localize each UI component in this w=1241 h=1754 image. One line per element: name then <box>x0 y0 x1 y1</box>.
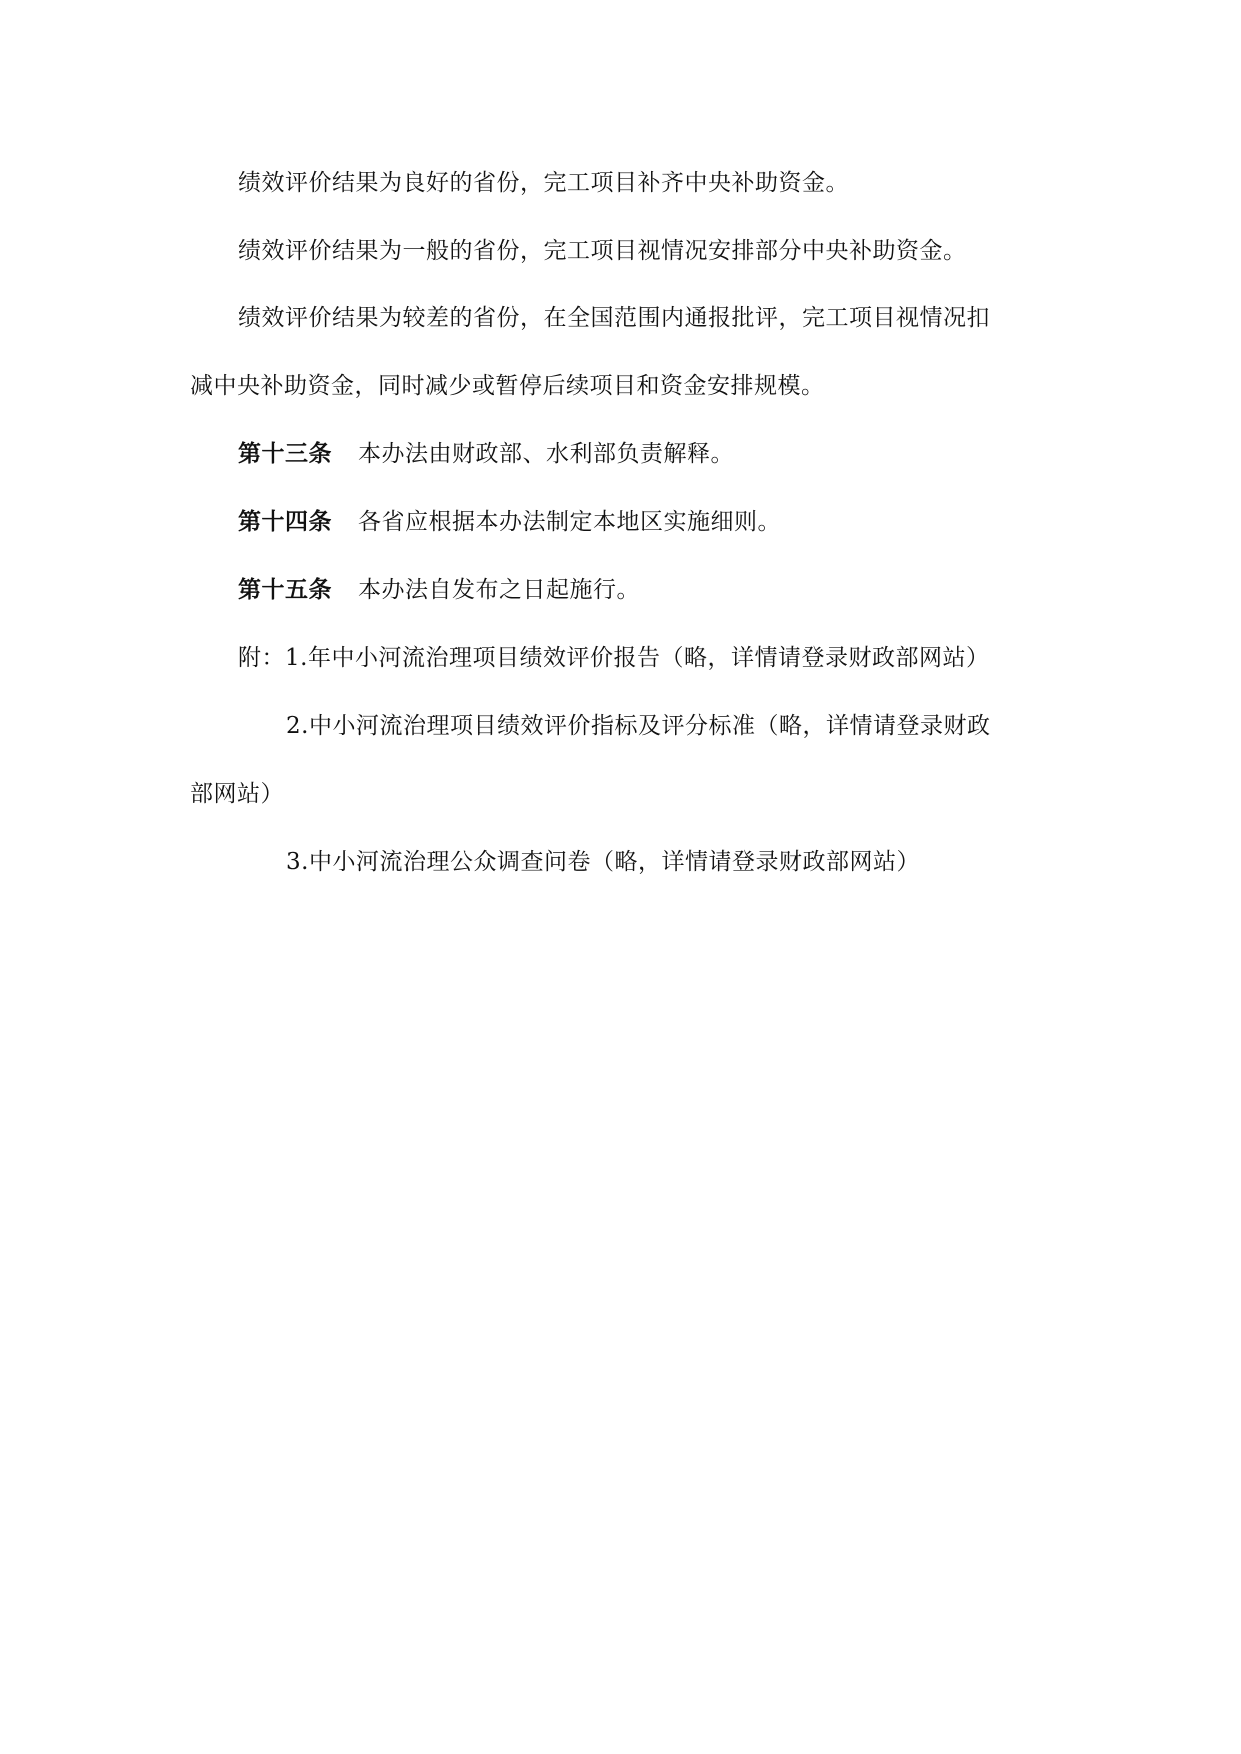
paragraph-good: 绩效评价结果为良好的省份，完工项目补齐中央补助资金。 <box>238 170 849 196</box>
paragraph-poor-line1: 绩效评价结果为较差的省份，在全国范围内通报批评，完工项目视情况扣 <box>238 305 990 331</box>
article-15-text: 本办法自发布之日起施行。 <box>358 577 640 603</box>
article-13-text: 本办法由财政部、水利部负责解释。 <box>358 441 734 467</box>
appendix-item-2-line1: 2.中小河流治理项目绩效评价指标及评分标准（略，详情请登录财政 <box>286 713 991 739</box>
article-13 <box>238 439 734 469</box>
paragraph-average: 绩效评价结果为一般的省份，完工项目视情况安排部分中央补助资金。 <box>238 238 967 264</box>
article-13-number: 第十三条 <box>238 440 332 467</box>
article-15 <box>238 575 640 605</box>
appendix-item-1: 附：1.年中小河流治理项目绩效评价报告（略，详情请登录财政部网站） <box>238 645 990 671</box>
article-14-number: 第十四条 <box>238 508 332 535</box>
article-14 <box>238 507 781 537</box>
article-15-number: 第十五条 <box>238 576 332 603</box>
paragraph-poor-line2: 减中央补助资金，同时减少或暂停后续项目和资金安排规模。 <box>190 373 825 399</box>
appendix-item-2-line2: 部网站） <box>190 781 284 807</box>
appendix-item-3: 3.中小河流治理公众调查问卷（略，详情请登录财政部网站） <box>286 849 920 875</box>
article-14-text: 各省应根据本办法制定本地区实施细则。 <box>358 509 781 535</box>
